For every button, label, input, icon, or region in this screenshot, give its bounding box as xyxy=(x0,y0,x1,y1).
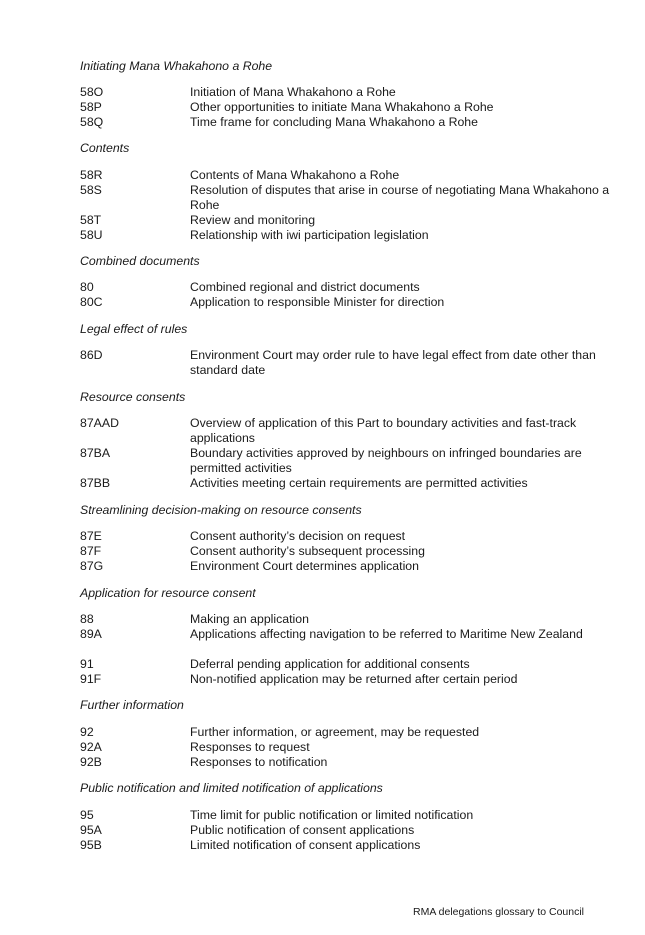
section-number: 58T xyxy=(80,213,102,227)
section-number: 87F xyxy=(80,544,102,558)
section-title: Review and monitoring xyxy=(190,213,316,227)
section-heading: Streamlining decision-making on resource consents xyxy=(80,503,362,517)
section-title: Activities meeting certain requirements are permitted activities xyxy=(190,476,528,490)
section-title: Time limit for public notification or limited notification xyxy=(190,808,474,822)
section-number: 87G xyxy=(80,559,104,573)
section-title: Limited notification of consent applications xyxy=(190,838,421,852)
section-number: 58S xyxy=(80,183,102,197)
section-number: 87BB xyxy=(80,476,111,490)
section-number: 58Q xyxy=(80,115,104,129)
section-number: 91F xyxy=(80,672,102,686)
section-title: Time frame for concluding Mana Whakahono a Rohe xyxy=(190,115,478,129)
section-heading: Application for resource consent xyxy=(80,586,256,600)
section-title: Environment Court may order rule to have legal effect from date other than standard date xyxy=(190,348,596,377)
page-footer: RMA delegations glossary to Council xyxy=(413,906,585,918)
section-number: 92B xyxy=(80,755,102,769)
section-title: Making an application xyxy=(190,612,309,626)
section-title: Initiation of Mana Whakahono a Rohe xyxy=(190,85,396,99)
section-title: Overview of application of this Part to boundary activities and fast-track applications xyxy=(190,416,577,445)
section-title: Non-notified application may be returned after certain period xyxy=(190,672,518,686)
section-number: 91 xyxy=(80,657,94,671)
section-number: 80 xyxy=(80,280,94,294)
section-number: 92A xyxy=(80,740,102,754)
section-heading: Public notification and limited notification of applications xyxy=(80,781,383,795)
section-number: 58U xyxy=(80,228,103,242)
section-number: 95B xyxy=(80,838,102,852)
section-number: 95 xyxy=(80,808,94,822)
section-number: 58P xyxy=(80,100,102,114)
section-title: Environment Court determines application xyxy=(190,559,419,573)
section-number: 86D xyxy=(80,348,103,362)
section-title: Further information, or agreement, may be requested xyxy=(190,725,480,739)
section-title: Resolution of disputes that arise in course of negotiating Mana Whakahono a Rohe xyxy=(190,183,610,212)
section-heading: Combined documents xyxy=(80,254,200,268)
section-number: 80C xyxy=(80,295,103,309)
section-title: Boundary activities approved by neighbours on infringed boundaries are permitted activities xyxy=(190,446,582,475)
section-title: Public notification of consent applications xyxy=(190,823,415,837)
section-heading: Legal effect of rules xyxy=(80,322,188,336)
section-number: 87E xyxy=(80,529,102,543)
section-title: Deferral pending application for additional consents xyxy=(190,657,470,671)
section-number: 87BA xyxy=(80,446,111,460)
section-number: 88 xyxy=(80,612,94,626)
section-title: Applications affecting navigation to be referred to Maritime New Zealand xyxy=(190,627,583,641)
section-title: Contents of Mana Whakahono a Rohe xyxy=(190,168,400,182)
section-number: 58R xyxy=(80,168,103,182)
section-number: 95A xyxy=(80,823,102,837)
section-heading: Initiating Mana Whakahono a Rohe xyxy=(80,59,273,73)
section-title: Responses to request xyxy=(190,740,310,754)
section-heading: Contents xyxy=(80,141,130,155)
section-title: Consent authority’s decision on request xyxy=(190,529,406,543)
section-number: 89A xyxy=(80,627,102,641)
section-title: Combined regional and district documents xyxy=(190,280,420,294)
section-title: Consent authority’s subsequent processing xyxy=(190,544,425,558)
section-heading: Resource consents xyxy=(80,390,186,404)
section-heading: Further information xyxy=(80,698,184,712)
section-title: Other opportunities to initiate Mana Whakahono a Rohe xyxy=(190,100,494,114)
section-title: Relationship with iwi participation legislation xyxy=(190,228,429,242)
section-number: 58O xyxy=(80,85,104,99)
section-number: 87AAD xyxy=(80,416,119,430)
section-number: 92 xyxy=(80,725,94,739)
section-title: Responses to notification xyxy=(190,755,328,769)
section-title: Application to responsible Minister for direction xyxy=(190,295,445,309)
